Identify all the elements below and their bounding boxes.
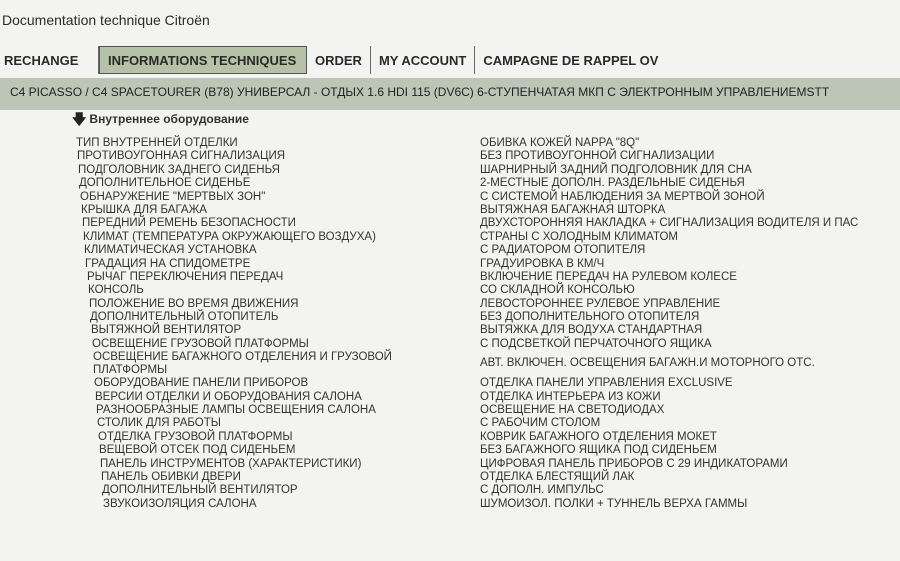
vehicle-title: C4 PICASSO / C4 SPACETOURER (B78) УНИВЕРСАЛ - ОТДЫХ 1.6 HDI 115 (DV6C) 6-СТУПЕНЧАТАЯ МКП С ЭЛЕКТРОННЫМ УПРАВЛЕНИЕМSTT (10, 85, 830, 99)
equipment-label: ВЕРСИИ ОТДЕЛКИ И ОБОРУДОВАНИЯ САЛОНА (95, 390, 362, 403)
equipment-value: СО СКЛАДНОЙ КОНСОЛЬЮ (480, 284, 635, 297)
equipment-value: ВКЛЮЧЕНИЕ ПЕРЕДАЧ НА РУЛЕВОМ КОЛЕСЕ (480, 270, 737, 283)
equipment-row (0, 431, 900, 444)
equipment-value: ЦИФРОВАЯ ПАНЕЛЬ ПРИБОРОВ С 29 ИНДИКАТОРАМИ (480, 457, 788, 470)
equipment-label: ЗВУКОИЗОЛЯЦИЯ САЛОНА (103, 497, 257, 510)
equipment-row (0, 324, 900, 337)
equipment-value: ОБИВКА КОЖЕЙ NAPPA "8Q" (480, 137, 640, 149)
equipment-value: С ДОПОЛН. ИМПУЛЬС (480, 484, 604, 497)
tab-order[interactable]: ORDER (307, 46, 371, 74)
equipment-row (0, 404, 900, 417)
equipment-label: ТИП ВНУТРЕННЕЙ ОТДЕЛКИ (76, 137, 238, 149)
section-title: Внутреннее оборудование (89, 112, 249, 126)
equipment-row (0, 191, 900, 204)
equipment-row (0, 391, 900, 404)
equipment-label: ПАНЕЛЬ ОБИВКИ ДВЕРИ (101, 470, 241, 483)
equipment-value: ШАРНИРНЫЙ ЗАДНИЙ ПОДГОЛОВНИК ДЛЯ СНА (480, 163, 752, 176)
equipment-label: ОБНАРУЖЕНИЕ "МЕРТВЫХ ЗОН" (80, 190, 266, 203)
equipment-label: ДОПОЛНИТЕЛЬНОЕ СИДЕНЬЕ (79, 177, 251, 190)
equipment-row (0, 417, 900, 430)
equipment-row (0, 164, 900, 177)
equipment-value: ВЫТЯЖНАЯ БАГАЖНАЯ ШТОРКА (480, 203, 666, 216)
equipment-label: ПРОТИВОУГОННАЯ СИГНАЛИЗАЦИЯ (77, 150, 286, 163)
main-nav (0, 46, 900, 74)
equipment-row (0, 351, 900, 377)
equipment-row (0, 137, 900, 150)
equipment-row (0, 217, 900, 230)
equipment-label: СТОЛИК ДЛЯ РАБОТЫ (97, 417, 221, 430)
equipment-label: ГРАДАЦИЯ НА СПИДОМЕТРЕ (85, 257, 251, 270)
equipment-label: ВЫТЯЖНОЙ ВЕНТИЛЯТОР (91, 324, 242, 337)
tab-informations-techniques[interactable]: INFORMATIONS TECHNIQUES (99, 46, 307, 74)
equipment-label: ДОПОЛНИТЕЛЬНЫЙ ОТОПИТЕЛЬ (90, 311, 279, 324)
equipment-row (0, 204, 900, 217)
equipment-row (0, 177, 900, 190)
equipment-label: ОСВЕЩЕНИЕ БАГАЖНОГО ОТДЕЛЕНИЯ И ГРУЗОВОЙ ПЛАТФОРМЫ (93, 351, 392, 377)
equipment-row (0, 458, 900, 471)
equipment-value: БЕЗ ПРОТИВОУГОННОЙ СИГНАЛИЗАЦИИ (480, 150, 715, 163)
equipment-value: КОВРИК БАГАЖНОГО ОТДЕЛЕНИЯ МОКЕТ (480, 430, 717, 443)
equipment-row (0, 444, 900, 457)
equipment-value: С СИСТЕМОЙ НАБЛЮДЕНИЯ ЗА МЕРТВОЙ ЗОНОЙ (480, 190, 765, 203)
equipment-value: ВЫТЯЖКА ДЛЯ ВОДУХА СТАНДАРТНАЯ (480, 324, 703, 337)
tab-my-account[interactable]: MY ACCOUNT (371, 46, 475, 74)
equipment-row (0, 311, 900, 324)
equipment-value: С РАБОЧИМ СТОЛОМ (480, 417, 601, 430)
equipment-row (0, 271, 900, 284)
equipment-row (0, 498, 900, 511)
tab-campagne-de-rappel[interactable]: CAMPAGNE DE RAPPEL OV (483, 52, 659, 68)
equipment-value: СТРАНЫ С ХОЛОДНЫМ КЛИМАТОМ (480, 230, 678, 243)
vehicle-bar (0, 78, 900, 110)
equipment-value: ОСВЕЩЕНИЕ НА СВЕТОДИОДАХ (480, 404, 665, 417)
equipment-label: ПЕРЕДНИЙ РЕМЕНЬ БЕЗОПАСНОСТИ (82, 217, 296, 230)
section-header[interactable] (72, 110, 249, 128)
equipment-label: РЫЧАГ ПЕРЕКЛЮЧЕНИЯ ПЕРЕДАЧ (87, 270, 284, 283)
equipment-label: ВЕЩЕВОЙ ОТСЕК ПОД СИДЕНЬЕМ (99, 444, 296, 457)
equipment-row (0, 377, 900, 390)
equipment-row (0, 338, 900, 351)
equipment-value: 2-МЕСТНЫЕ ДОПОЛН. РАЗДЕЛЬНЫЕ СИДЕНЬЯ (480, 177, 745, 190)
equipment-label: КРЫШКА ДЛЯ БАГАЖА (81, 203, 207, 216)
equipment-value: БЕЗ ДОПОЛНИТЕЛЬНОГО ОТОПИТЕЛЯ (480, 311, 700, 324)
equipment-value: ОТДЕЛКА БЛЕСТЯЩИЙ ЛАК (480, 470, 635, 483)
equipment-label: ОТДЕЛКА ГРУЗОВОЙ ПЛАТФОРМЫ (98, 430, 293, 443)
equipment-label: ПАНЕЛЬ ИНСТРУМЕНТОВ (ХАРАКТЕРИСТИКИ) (100, 457, 362, 470)
equipment-value: ШУМОИЗОЛ. ПОЛКИ + ТУННЕЛЬ ВЕРХА ГАММЫ (480, 497, 748, 510)
equipment-row (0, 284, 900, 297)
equipment-value: ДВУХСТОРОННЯЯ НАКЛАДКА + СИГНАЛИЗАЦИЯ ВОДИТЕЛЯ И ПАС (480, 217, 859, 230)
app-title: Documentation technique Citroën (2, 12, 210, 28)
equipment-label: КОНСОЛЬ (88, 284, 144, 297)
equipment-row (0, 231, 900, 244)
equipment-value: С ПОДСВЕТКОЙ ПЕРЧАТОЧНОГО ЯЩИКА (480, 337, 712, 350)
equipment-label: КЛИМАТ (ТЕМПЕРАТУРА ОКРУЖАЮЩЕГО ВОЗДУХА) (83, 230, 376, 243)
equipment-label: ПОДГОЛОВНИК ЗАДНЕГО СИДЕНЬЯ (78, 163, 280, 176)
equipment-value: ЛЕВОСТОРОННЕЕ РУЛЕВОЕ УПРАВЛЕНИЕ (480, 297, 721, 310)
equipment-list (0, 137, 900, 511)
equipment-row (0, 244, 900, 257)
equipment-row (0, 471, 900, 484)
equipment-row (0, 150, 900, 163)
tab-rechange[interactable]: RECHANGE (0, 46, 99, 74)
equipment-label: ОБОРУДОВАНИЕ ПАНЕЛИ ПРИБОРОВ (94, 377, 309, 390)
equipment-label: ПОЛОЖЕНИЕ ВО ВРЕМЯ ДВИЖЕНИЯ (89, 297, 299, 310)
equipment-row (0, 258, 900, 271)
equipment-label: РАЗНООБРАЗНЫЕ ЛАМПЫ ОСВЕЩЕНИЯ САЛОНА (96, 404, 376, 417)
equipment-label: ОСВЕЩЕНИЕ ГРУЗОВОЙ ПЛАТФОРМЫ (92, 337, 309, 350)
equipment-row (0, 298, 900, 311)
equipment-value: С РАДИАТОРОМ ОТОПИТЕЛЯ (480, 244, 646, 257)
equipment-label: ДОПОЛНИТЕЛЬНЫЙ ВЕНТИЛЯТОР (102, 484, 298, 497)
equipment-value: ГРАДУИРОВКА В КМ/Ч (480, 257, 605, 270)
arrow-down-icon: 🡇 (72, 111, 87, 127)
equipment-value: БЕЗ БАГАЖНОГО ЯЩИКА ПОД СИДЕНЬЕМ (480, 444, 717, 457)
equipment-value: АВТ. ВКЛЮЧЕН. ОСВЕЩЕНИЯ БАГАЖН.И МОТОРНОГО ОТС. (480, 357, 815, 370)
equipment-value: ОТДЕЛКА ИНТЕРЬЕРА ИЗ КОЖИ (480, 390, 661, 403)
equipment-value: ОТДЕЛКА ПАНЕЛИ УПРАВЛЕНИЯ EXCLUSIVE (480, 377, 733, 390)
equipment-label: КЛИМАТИЧЕСКАЯ УСТАНОВКА (84, 244, 257, 257)
equipment-row (0, 484, 900, 497)
